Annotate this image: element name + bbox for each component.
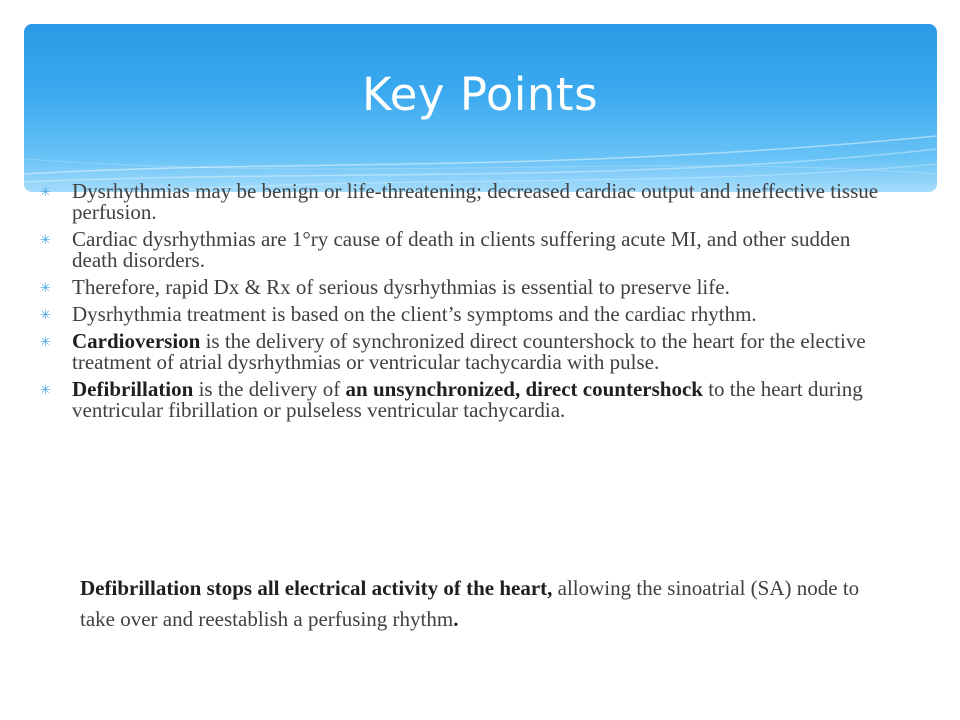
term-cardioversion: Cardioversion <box>72 329 201 353</box>
slide-title: Key Points <box>361 68 599 121</box>
list-item: ✳ Dysrhythmias may be benign or life-threatening; decreased cardiac output and ineffective tissue perfusion. <box>40 179 879 224</box>
emphasis-countershock: an unsynchronized, direct countershock <box>345 377 703 401</box>
list-item: ✳ Defibrillation is the delivery of an unsynchronized, direct countershock to the heart during ventricular fibrillation or pulseless ventricular tachycardia. <box>40 377 863 422</box>
list-item: ✳ Therefore, rapid Dx & Rx of serious dysrhythmias is essential to preserve life. <box>40 275 730 299</box>
star-bullet-icon: ✳ <box>40 281 51 296</box>
defibrillation-note: Defibrillation stops all electrical activity of the heart, allowing the sinoatrial (SA) node to take over and reestablish a perfusing rhythm. <box>80 576 860 631</box>
star-bullet-icon: ✳ <box>40 185 51 200</box>
star-bullet-icon: ✳ <box>40 383 51 398</box>
star-bullet-icon: ✳ <box>40 335 51 350</box>
term-defibrillation: Defibrillation <box>72 377 194 401</box>
list-item: ✳ Cardioversion is the delivery of synchronized direct countershock to the heart for the elective treatment of atrial dysrhythmias or ventricular tachycardia with pulse. <box>40 329 866 374</box>
key-points-list <box>40 181 885 427</box>
star-bullet-icon: ✳ <box>40 233 51 248</box>
star-bullet-icon: ✳ <box>40 308 51 323</box>
list-item: ✳ Dysrhythmia treatment is based on the client’s symptoms and the cardiac rhythm. <box>40 302 757 326</box>
list-item: ✳ Cardiac dysrhythmias are 1°ry cause of death in clients suffering acute MI, and other sudden death disorders. <box>40 227 851 272</box>
